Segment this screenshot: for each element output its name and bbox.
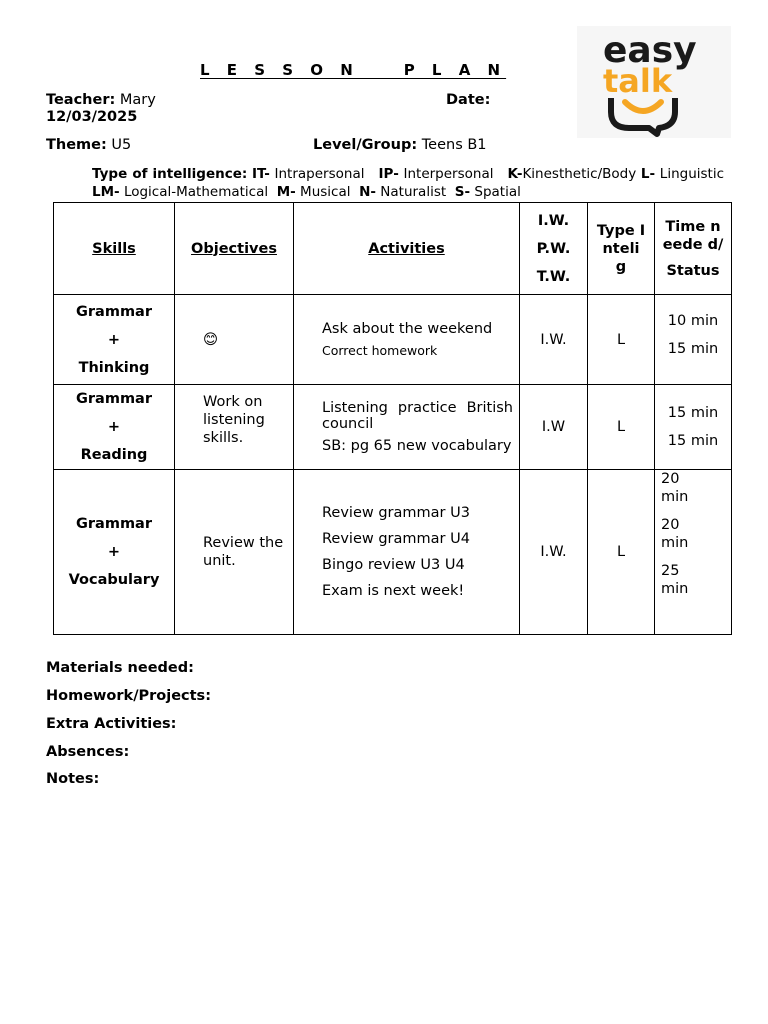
intel-code: L- — [640, 166, 656, 182]
type-header: Type Inteli g — [588, 203, 655, 295]
table-row — [54, 470, 732, 635]
level-field — [313, 137, 487, 153]
intel-code: IP- — [378, 166, 399, 182]
easytalk-logo — [577, 26, 731, 138]
teacher-field — [46, 92, 156, 108]
type-cell: L — [588, 385, 655, 470]
level-label: Level/Group: — [313, 137, 418, 153]
intel-code: K- — [507, 166, 523, 182]
teacher-label: Teacher: — [46, 92, 116, 108]
objective-cell: Work on listening skills. — [175, 385, 294, 470]
extra-activities-label: Extra Activities: — [46, 716, 177, 732]
work-mode-cell: I.W. — [520, 295, 588, 385]
date-value: 12/03/2025 — [46, 109, 138, 125]
intel-name: Spatial — [474, 184, 521, 200]
work-mode-cell: I.W. — [520, 470, 588, 635]
activities-cell: Ask about the weekend Correct homework — [294, 295, 520, 385]
objectives-header: Objectives — [175, 203, 294, 295]
type-cell: L — [588, 470, 655, 635]
level-value: Teens B1 — [421, 137, 487, 153]
theme-label: Theme: — [46, 137, 107, 153]
logo-smile-icon — [625, 102, 661, 111]
intel-code: M- — [276, 184, 296, 200]
intel-name: Linguistic — [659, 166, 725, 182]
time-header: Time neede d/ Status — [655, 203, 732, 295]
activities-cell: Listening practice British council SB: pg 65 new vocabulary — [294, 385, 520, 470]
table-row — [54, 385, 732, 470]
intel-code: LM- — [92, 184, 120, 200]
skill-cell: Grammar + Thinking — [54, 295, 175, 385]
homework-label: Homework/Projects: — [46, 688, 211, 704]
intelligence-legend — [92, 165, 724, 201]
activities-header: Activities — [294, 203, 520, 295]
skills-header: Skills — [54, 203, 175, 295]
intel-code: N- — [359, 184, 376, 200]
intelligence-intro: Type of intelligence: — [92, 166, 248, 182]
notes-label: Notes: — [46, 771, 100, 787]
time-cell: 20 min 20 min 25 min — [655, 470, 732, 635]
time-cell: 15 min 15 min — [655, 385, 732, 470]
table-row — [54, 295, 732, 385]
intel-name: Naturalist — [380, 184, 447, 200]
theme-value: U5 — [111, 137, 132, 153]
objective-cell: 😊 — [175, 295, 294, 385]
teacher-value: Mary — [119, 92, 156, 108]
lesson-plan-table — [53, 202, 732, 635]
work-mode-header: I.W. P.W. T.W. — [520, 203, 588, 295]
work-mode-cell: I.W — [520, 385, 588, 470]
skill-cell: Grammar + Reading — [54, 385, 175, 470]
objective-cell: Review the unit. — [175, 470, 294, 635]
logo-word-easy: easy — [603, 30, 697, 71]
date-label: Date: — [446, 92, 491, 108]
intel-name: Interpersonal — [403, 166, 494, 182]
type-cell: L — [588, 295, 655, 385]
logo-bubble-icon — [611, 98, 675, 134]
materials-label: Materials needed: — [46, 660, 194, 676]
intel-name: Logical-Mathematical — [123, 184, 269, 200]
skill-cell: Grammar + Vocabulary — [54, 470, 175, 635]
intel-name: Musical — [300, 184, 351, 200]
intel-name: Kinesthetic/Body — [522, 166, 637, 182]
activities-cell: Review grammar U3 Review grammar U4 Bingo review U3 U4 Exam is next week! — [294, 470, 520, 635]
table-header-row — [54, 203, 732, 295]
intel-name: Intrapersonal — [274, 166, 365, 182]
time-cell: 10 min 15 min — [655, 295, 732, 385]
intel-code: S- — [454, 184, 471, 200]
absences-label: Absences: — [46, 744, 130, 760]
page-title: L E S S O N P L A N — [200, 61, 507, 79]
intel-code: IT- — [251, 166, 270, 182]
logo-word-talk: talk — [603, 62, 673, 100]
theme-field — [46, 137, 131, 153]
